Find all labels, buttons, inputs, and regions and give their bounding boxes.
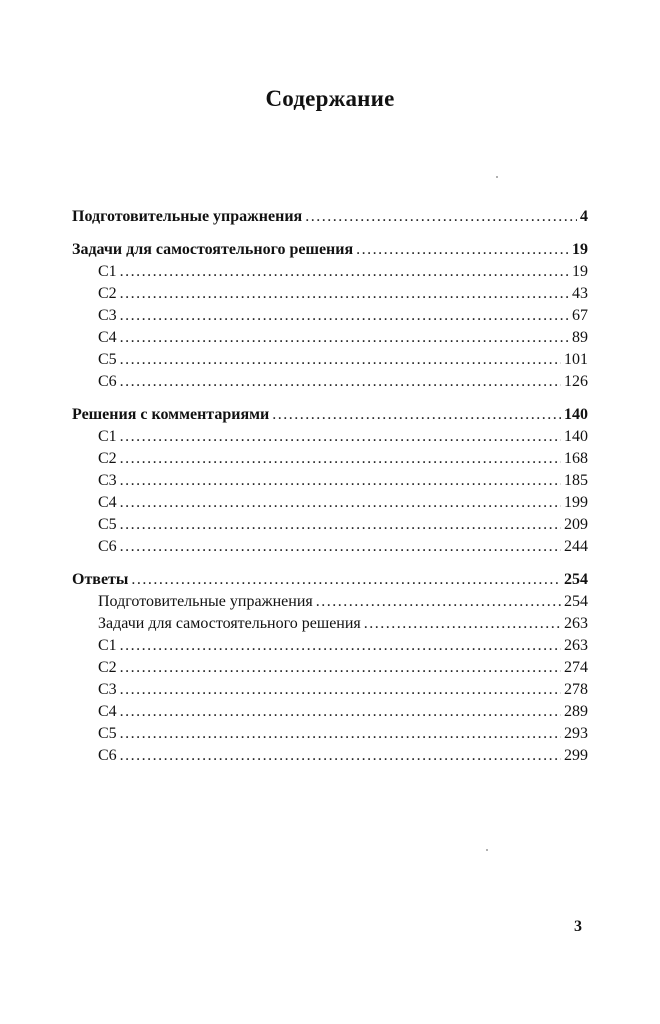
toc-entry-label: С6 [98, 538, 117, 555]
dot-leader [120, 514, 561, 536]
toc-subsection[interactable] [72, 492, 588, 514]
toc-entry-label: Задачи для самостоятельного решения [72, 241, 354, 258]
toc-subsection[interactable] [72, 426, 588, 448]
dot-leader [120, 723, 561, 745]
toc-entry-page: 244 [564, 538, 588, 555]
dot-leader [120, 349, 561, 371]
dot-leader [120, 371, 561, 393]
toc-entry-page: 126 [564, 373, 588, 390]
dot-leader [120, 327, 569, 349]
table-of-contents [72, 206, 588, 767]
toc-subsection[interactable] [72, 349, 588, 371]
toc-entry-page: 101 [564, 351, 588, 368]
toc-entry-label: С5 [98, 725, 117, 742]
toc-subsection[interactable] [72, 448, 588, 470]
dot-leader [120, 657, 561, 679]
dot-leader [120, 261, 569, 283]
toc-entry-label: С3 [98, 681, 117, 698]
toc-entry-page: 4 [580, 208, 588, 225]
toc-entry-label: С4 [98, 329, 117, 346]
dot-leader [120, 635, 561, 657]
toc-subsection[interactable] [72, 745, 588, 767]
toc-entry-label: С1 [98, 263, 117, 280]
dot-leader [120, 536, 561, 558]
toc-subsection[interactable] [72, 591, 588, 613]
toc-entry-label: С2 [98, 659, 117, 676]
toc-entry-label: С2 [98, 450, 117, 467]
toc-entry-page: 299 [564, 747, 588, 764]
toc-entry-page: 293 [564, 725, 588, 742]
dot-leader [364, 613, 561, 635]
toc-entry-page: 19 [572, 241, 588, 258]
toc-subsection[interactable] [72, 261, 588, 283]
toc-entry-label: Подготовительные упражнения [98, 593, 313, 610]
toc-entry-label: Решения с комментариями [72, 406, 270, 423]
toc-section[interactable] [72, 239, 588, 261]
toc-entry-page: 67 [572, 307, 588, 324]
toc-subsection[interactable] [72, 283, 588, 305]
toc-entry-label: С3 [98, 472, 117, 489]
page-title: Содержание [265, 86, 395, 111]
dot-leader [120, 745, 561, 767]
dot-leader [272, 404, 561, 426]
dot-leader [316, 591, 561, 613]
dot-leader [120, 283, 569, 305]
toc-entry-label: С6 [98, 373, 117, 390]
toc-entry-page: 140 [564, 406, 588, 423]
toc-entry-page: 185 [564, 472, 588, 489]
toc-section[interactable] [72, 569, 588, 591]
toc-subsection[interactable] [72, 371, 588, 393]
dot-leader [120, 679, 561, 701]
toc-section[interactable] [72, 206, 588, 228]
toc-entry-page: 89 [572, 329, 588, 346]
toc-entry-page: 263 [564, 637, 588, 654]
dot-leader [120, 492, 561, 514]
dot-leader [131, 569, 561, 591]
toc-entry-label: С3 [98, 307, 117, 324]
toc-entry-page: 43 [572, 285, 588, 302]
toc-subsection[interactable] [72, 536, 588, 558]
dot-leader [120, 448, 561, 470]
toc-entry-label: С2 [98, 285, 117, 302]
toc-entry-page: 278 [564, 681, 588, 698]
toc-entry-page: 254 [564, 593, 588, 610]
toc-entry-label: С1 [98, 428, 117, 445]
toc-subsection[interactable] [72, 470, 588, 492]
scan-speck [486, 849, 488, 851]
toc-entry-page: 289 [564, 703, 588, 720]
toc-subsection[interactable] [72, 613, 588, 635]
toc-entry-page: 274 [564, 659, 588, 676]
toc-entry-label: С1 [98, 637, 117, 654]
toc-entry-page: 263 [564, 615, 588, 632]
dot-leader [120, 701, 561, 723]
dot-leader [120, 426, 561, 448]
toc-entry-label: Ответы [72, 571, 129, 588]
toc-entry-page: 168 [564, 450, 588, 467]
toc-entry-label: С5 [98, 516, 117, 533]
toc-entry-page: 254 [564, 571, 588, 588]
toc-entry-label: С4 [98, 494, 117, 511]
toc-subsection[interactable] [72, 679, 588, 701]
toc-entry-label: Подготовительные упражнения [72, 208, 303, 225]
toc-section[interactable] [72, 404, 588, 426]
toc-entry-label: С4 [98, 703, 117, 720]
toc-entry-label: С6 [98, 747, 117, 764]
toc-subsection[interactable] [72, 327, 588, 349]
scan-speck [496, 176, 498, 178]
toc-entry-label: Задачи для самостоятельного решения [98, 615, 361, 632]
dot-leader [120, 305, 569, 327]
toc-entry-page: 140 [564, 428, 588, 445]
toc-entry-page: 199 [564, 494, 588, 511]
toc-subsection[interactable] [72, 305, 588, 327]
toc-subsection[interactable] [72, 635, 588, 657]
toc-entry-label: С5 [98, 351, 117, 368]
dot-leader [120, 470, 561, 492]
toc-subsection[interactable] [72, 657, 588, 679]
dot-leader [356, 239, 569, 261]
dot-leader [305, 206, 577, 228]
toc-entry-page: 209 [564, 516, 588, 533]
toc-subsection[interactable] [72, 701, 588, 723]
toc-entry-page: 19 [572, 263, 588, 280]
toc-subsection[interactable] [72, 514, 588, 536]
page-number: 3 [574, 918, 582, 935]
toc-subsection[interactable] [72, 723, 588, 745]
